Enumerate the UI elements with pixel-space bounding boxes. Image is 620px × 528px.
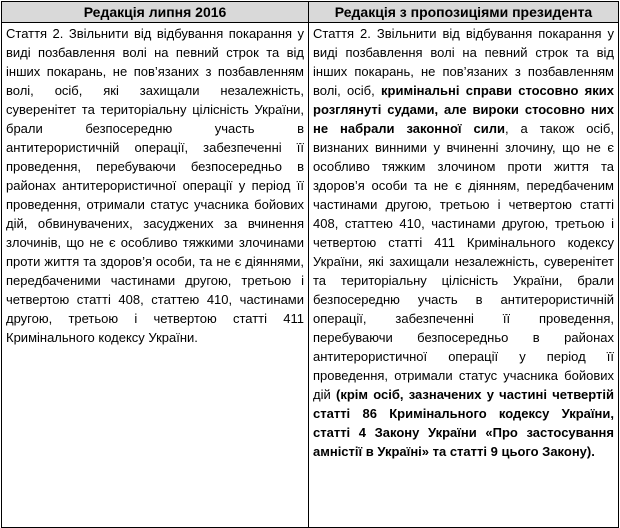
left-text: Стаття 2. Звільнити від відбування покарання у виді позбавлення волі на певний строк та від інших покарань, не пов’язаних з позбавленням волі, осіб, які захищали незалежність, суверенітет та територіальну цілісність України, брали безпосередню участь в антитерористичній операції, забезпеченні її проведення, перебуваючи безпосередньо в районах антитерористичної операції у період її проведення, отримали статус учасника бойових дій, обвинувачених, засуджених за вчинення злочинів, що не є особливо тяжкими злочинами проти життя та здоров’я особи, та не є діяннями, передбаченими частинами другою, третьою і четвертою статті 408, статтею 410, частинами другою, третьою і четвертою статті 411 Кримінального кодексу України. — [6, 26, 304, 345]
content-row — [2, 23, 619, 528]
right-text-seg-3: (крім осіб, зазначених у частині четвертій статті 86 Кримінального кодексу України, статті 4 Закону України «Про застосування амністії в Україні» та статті 9 цього Закону). — [313, 387, 614, 459]
header-left: Редакція липня 2016 — [2, 2, 309, 23]
header-row — [2, 2, 619, 23]
right-text-seg-1: кримінальні справи стосовно яких розглянуті судами, але вироки стосовно них не набрали законної сили — [313, 83, 614, 136]
right-text-seg-2: , а також осіб, визнаних винними у вчиненні злочину, що не є особливо тяжким злочином проти життя та здоров’я особи та не є діянням, передбаченим частинами другою, третьою і четвертою статті 408, статтею 410, частинами другою, третьою і четвертою статті 411 Кримінального кодексу України, які захищали незалежність, суверенітет та територіальну цілісність України, брали безпосередню участь в антитерористичній операції, забезпеченні її проведення, перебуваючи безпосередньо в районах антитерористичної операції у період її проведення, отримали статус учасника бойових дій — [313, 121, 614, 402]
comparison-table — [1, 1, 619, 528]
right-cell — [309, 23, 619, 528]
right-text-seg-0: Стаття 2. Звільнити від відбування покарання у виді позбавлення волі на певний строк та від інших покарань, не пов’язаних з позбавленням волі, осіб, — [313, 26, 614, 98]
left-cell — [2, 23, 309, 528]
header-right: Редакція з пропозиціями президента — [309, 2, 619, 23]
